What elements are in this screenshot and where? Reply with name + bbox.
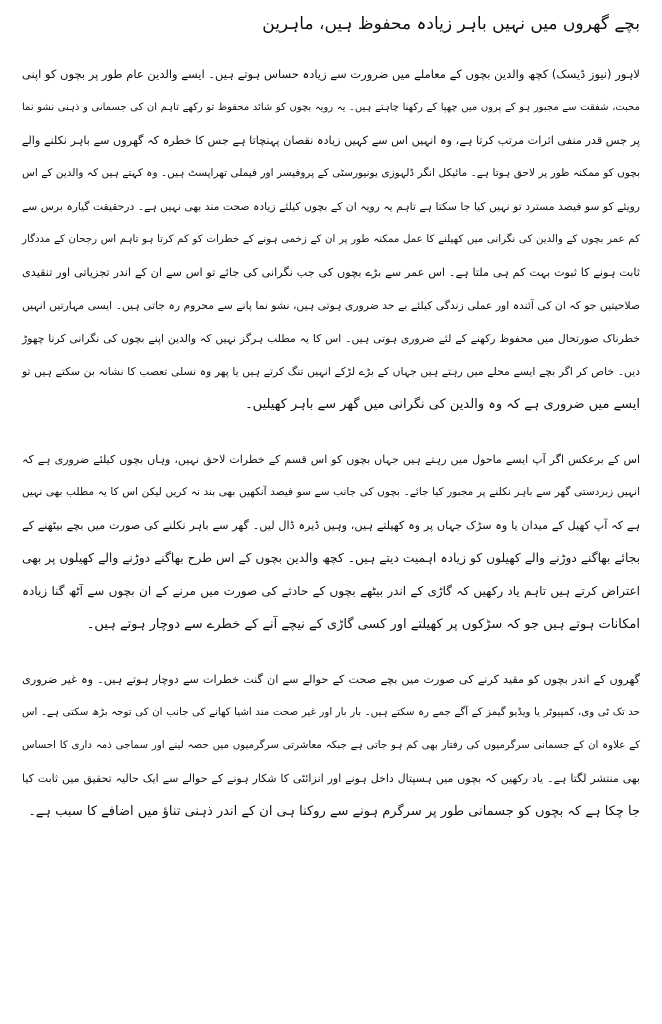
paragraph-line: اعتراض کرتے ہیں تاہم یاد رکھیں کہ گاڑی کے اندر بیٹھے بچوں کے حادثے کی صورت میں مرنے کے ان بچوں سے آٹھ گنا زیادہ: [22, 584, 640, 598]
paragraph-1: [22, 58, 640, 421]
paragraph-3: [22, 663, 640, 828]
paragraph-line: بچوں کو ممکنہ طور پر لاحق ہوتا ہے۔ مائیکل انگر ڈلہوزی یونیورسٹی کے پروفیسر اور فیملی تھراپسٹ ہیں۔ وہ کہتے ہیں کہ والدین کے اس: [22, 167, 640, 179]
paragraph-line: بجائے بھاگنے دوڑنے والے کھیلوں کو زیادہ اہمیت دیتے ہیں۔ کچھ والدین بچوں کے اس طرح بھاگنے دوڑنے والے کھیلوں پر بھی: [22, 551, 640, 565]
paragraph-line: کے علاوہ ان کے جسمانی سرگرمیوں کی رفتار بھی کم ہو جاتی ہے جبکہ معاشرتی سرگرمیوں میں حصہ لینے اور سماجی ذمہ داری کا احساس: [22, 739, 640, 751]
article-title: بچے گھروں میں نہیں باہر زیادہ محفوظ ہیں، ماہرین: [262, 14, 640, 34]
paragraph-line: حد تک ٹی وی، کمپیوٹر یا ویڈیو گیمز کے آگے جمے رہ سکتے ہیں۔ بار بار اور غیر صحت مند اشیا کھانے کی جانب ان کی توجہ بڑھ سکتی ہے۔ اس: [22, 706, 640, 718]
paragraph-line: امکانات ہوتے ہیں جو کہ سڑکوں پر کھیلتے اور کسی گاڑی کے نیچے آنے کے خطرے سے دوچار ہوتے ہیں۔: [86, 617, 640, 632]
paragraph-line: کم عمر بچوں کے والدین کی نگرانی میں کھیلنے کا عمل ممکنہ طور پر ان کے زخمی ہونے کے خطرات کو کم کرتا ہو تاہم اس رجحان کے مددگار: [22, 233, 640, 245]
paragraph-line: انہیں زبردستی گھر سے باہر نکلنے پر مجبور کیا جائے۔ بچوں کی جانب سے سو فیصد آنکھیں بھی بند نہ کریں لیکن اس کا یہ مطلب بھی نہیں: [22, 486, 640, 498]
paragraph-line: پر جس قدر منفی اثرات مرتب کرتا ہے، وہ انہیں اس سے کہیں زیادہ نقصان پہنچاتا ہے جس کا خطرہ کہ گھروں سے باہر نکلنے والے: [21, 134, 640, 147]
paragraph-line: گھروں کے اندر بچوں کو مقید کرنے کی صورت میں بچے صحت کے حوالے سے ان گنت خطرات سے دوچار ہوتے ہیں۔ وہ غیر ضروری: [22, 673, 640, 686]
paragraph-2: [22, 443, 640, 641]
paragraph-line: ثابت ہونے کا ثبوت بہت کم ہی ملتا ہے۔ اس عمر سے بڑے بچوں کی جب نگرانی کی جائے تو اس سے ان کے اندر تجزیاتی اور تنقیدی: [22, 266, 640, 279]
paragraph-line: رویئے کو سو فیصد مسترد تو نہیں کیا جا سکتا ہے تاہم یہ رویہ ان کے بچوں کیلئے زیادہ صحت مند بھی نہیں ہے۔ درحقیقت گیارہ برس سے: [22, 200, 640, 213]
paragraph-line: دیں۔ خاص کر اگر بچے ایسے محلے میں رہتے ہیں جہاں کے بڑے لڑکے انہیں تنگ کرتے ہیں یا پھر وہ نسلی تعصب کا نشانہ بن سکتے ہیں تو: [22, 365, 640, 378]
paragraph-line: ہے کہ آپ کھیل کے میدان یا وہ سڑک جہاں پر وہ کھیلتے ہیں، وہیں ڈیرہ ڈال لیں۔ گھر سے باہر نکلنے کی صورت میں بچے بیٹھنے کے: [22, 519, 640, 532]
paragraph-line: لاہور (نیوز ڈیسک) کچھ والدین بچوں کے معاملے میں ضرورت سے زیادہ حساس ہوتے ہیں۔ ایسے والدین عام طور پر بچوں کو اپنی: [21, 67, 640, 81]
paragraph-line: ایسے میں ضروری ہے کہ وہ والدین کی نگرانی میں گھر سے باہر کھیلیں۔: [245, 397, 640, 412]
paragraph-line: اس کے برعکس اگر آپ ایسے ماحول میں رہتے ہیں جہاں بچوں کو اس قسم کے خطرات لاحق نہیں، وہاں بچوں کیلئے ضروری ہے کہ: [22, 453, 640, 466]
paragraph-line: جا چکا ہے کہ بچوں کو جسمانی طور پر سرگرم ہونے سے روکنا ہی ان کے اندر ذہنی تناؤ میں اضافے کا سبب ہے۔: [28, 804, 640, 819]
paragraph-line: صلاحیتیں جو کہ ان کی آئندہ اور عملی زندگی کیلئے بے حد ضروری ہوتی ہیں، نشو نما پانے سے محروم رہ جاتی ہیں۔ ایسی مہارتیں انہیں: [22, 299, 640, 312]
paragraph-line: خطرناک صورتحال میں محفوظ رکھنے کے لئے ضروری ہوتی ہیں۔ اس کا یہ مطلب ہرگز نہیں کہ والدین اپنے بچوں کی نگرانی کرنا چھوڑ: [22, 332, 640, 345]
paragraph-line: بھی منتشر لگتا ہے۔ یاد رکھیں کہ بچوں میں ہسپتال داخل ہونے اور انزائٹی کا شکار ہونے کے حوالے سے ایک حالیہ تحقیق میں ثابت کیا: [22, 772, 640, 785]
paragraph-line: محبت، شفقت سے مجبور ہو کے پروں میں چھپا کے رکھنا چاہتے ہیں۔ یہ رویہ بچوں کو شائد محفوظ تو رکھے تاہم ان کی جسمانی و ذہنی نشو نما: [22, 102, 640, 113]
